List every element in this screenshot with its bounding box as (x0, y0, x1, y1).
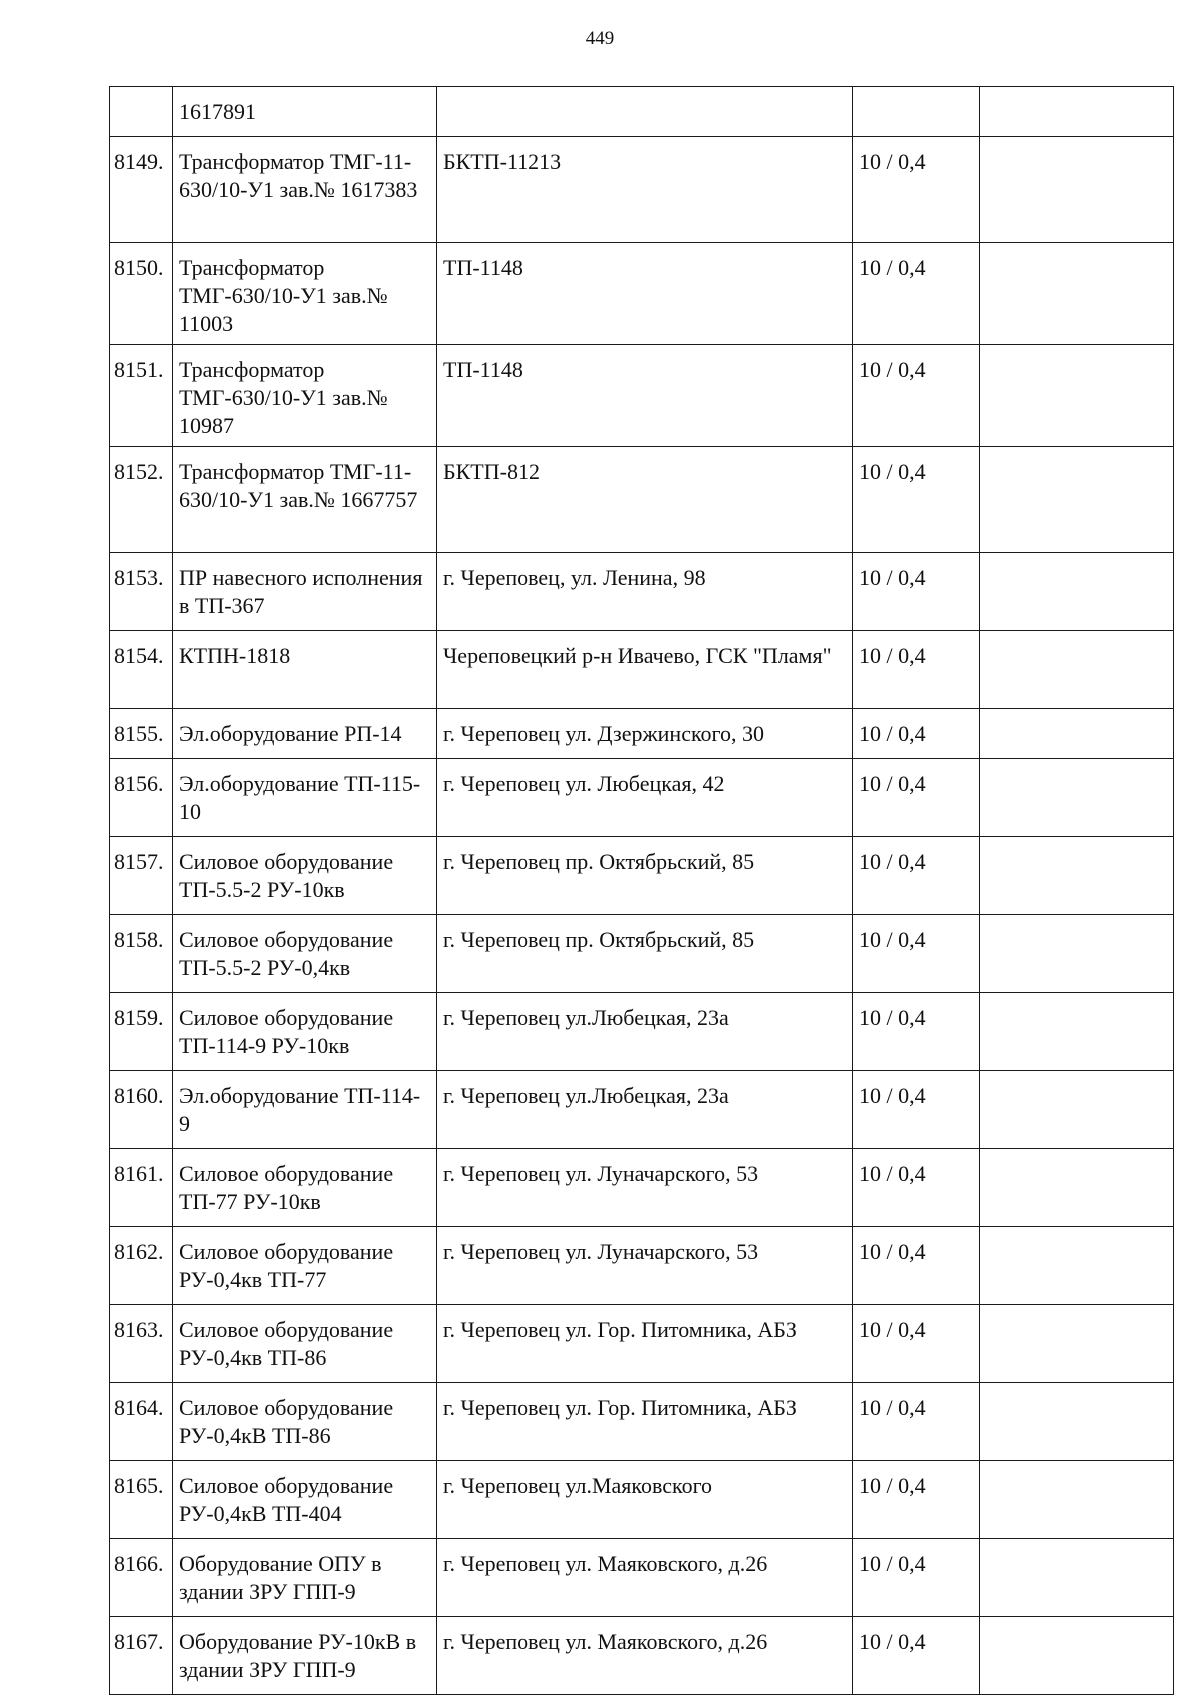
row-number-cell (110, 87, 173, 137)
equipment-name-cell: Трансформатор ТМГ-630/10-У1 зав.№ 11003 (173, 243, 437, 345)
location-cell (437, 87, 853, 137)
equipment-table (109, 86, 1174, 1695)
row-number-cell: 8161. (110, 1149, 173, 1227)
table-row (110, 759, 1174, 837)
table-row (110, 1227, 1174, 1305)
equipment-name-cell: Силовое оборудование ТП-5.5-2 РУ-10кв (173, 837, 437, 915)
voltage-cell: 10 / 0,4 (853, 1227, 980, 1305)
row-number-cell: 8160. (110, 1071, 173, 1149)
voltage-cell: 10 / 0,4 (853, 709, 980, 759)
voltage-cell: 10 / 0,4 (853, 1383, 980, 1461)
equipment-name-cell: Эл.оборудование ТП-114-9 (173, 1071, 437, 1149)
extra-cell (980, 759, 1174, 837)
equipment-name-cell: Трансформатор ТМГ-11-630/10-У1 зав.№ 1667757 (173, 447, 437, 553)
voltage-cell: 10 / 0,4 (853, 993, 980, 1071)
location-cell: г. Череповец ул. Гор. Питомника, АБЗ (437, 1383, 853, 1461)
voltage-cell: 10 / 0,4 (853, 915, 980, 993)
voltage-cell: 10 / 0,4 (853, 553, 980, 631)
row-number-cell: 8154. (110, 631, 173, 709)
location-cell: г. Череповец, ул. Ленина, 98 (437, 553, 853, 631)
equipment-name-cell: КТПН-1818 (173, 631, 437, 709)
voltage-cell: 10 / 0,4 (853, 1149, 980, 1227)
table-row (110, 1071, 1174, 1149)
location-cell: БКТП-11213 (437, 137, 853, 243)
equipment-name-cell: Силовое оборудование РУ-0,4кВ ТП-86 (173, 1383, 437, 1461)
location-cell: г. Череповец пр. Октябрьский, 85 (437, 915, 853, 993)
location-cell: г. Череповец ул. Любецкая, 42 (437, 759, 853, 837)
row-number-cell: 8150. (110, 243, 173, 345)
voltage-cell (853, 87, 980, 137)
location-cell: г. Череповец ул. Дзержинского, 30 (437, 709, 853, 759)
extra-cell (980, 1617, 1174, 1695)
extra-cell (980, 631, 1174, 709)
extra-cell (980, 1071, 1174, 1149)
extra-cell (980, 1305, 1174, 1383)
location-cell: г. Череповец ул.Маяковского (437, 1461, 853, 1539)
voltage-cell: 10 / 0,4 (853, 759, 980, 837)
voltage-cell: 10 / 0,4 (853, 837, 980, 915)
location-cell: г. Череповец ул.Любецкая, 23а (437, 1071, 853, 1149)
voltage-cell: 10 / 0,4 (853, 243, 980, 345)
table-row (110, 1617, 1174, 1695)
location-cell: г. Череповец ул. Маяковского, д.26 (437, 1539, 853, 1617)
extra-cell (980, 553, 1174, 631)
location-cell: г. Череповец ул. Луначарского, 53 (437, 1149, 853, 1227)
row-number-cell: 8167. (110, 1617, 173, 1695)
table-row (110, 553, 1174, 631)
row-number-cell: 8153. (110, 553, 173, 631)
table-row (110, 137, 1174, 243)
voltage-cell: 10 / 0,4 (853, 447, 980, 553)
location-cell: г. Череповец пр. Октябрьский, 85 (437, 837, 853, 915)
location-cell: ТП-1148 (437, 345, 853, 447)
equipment-table-body (110, 87, 1174, 1695)
equipment-name-cell: Силовое оборудование ТП-77 РУ-10кв (173, 1149, 437, 1227)
row-number-cell: 8162. (110, 1227, 173, 1305)
extra-cell (980, 87, 1174, 137)
table-row (110, 243, 1174, 345)
table-row (110, 709, 1174, 759)
extra-cell (980, 915, 1174, 993)
table-row (110, 87, 1174, 137)
extra-cell (980, 137, 1174, 243)
row-number-cell: 8156. (110, 759, 173, 837)
extra-cell (980, 447, 1174, 553)
voltage-cell: 10 / 0,4 (853, 1617, 980, 1695)
extra-cell (980, 1383, 1174, 1461)
table-row (110, 1383, 1174, 1461)
location-cell: г. Череповец ул. Луначарского, 53 (437, 1227, 853, 1305)
voltage-cell: 10 / 0,4 (853, 137, 980, 243)
equipment-name-cell: Эл.оборудование ТП-115-10 (173, 759, 437, 837)
equipment-name-cell: Эл.оборудование РП-14 (173, 709, 437, 759)
equipment-name-cell: Оборудование РУ-10кВ в здании ЗРУ ГПП-9 (173, 1617, 437, 1695)
table-row (110, 345, 1174, 447)
voltage-cell: 10 / 0,4 (853, 1539, 980, 1617)
equipment-name-cell: 1617891 (173, 87, 437, 137)
table-row (110, 1461, 1174, 1539)
table-row (110, 993, 1174, 1071)
location-cell: г. Череповец ул. Маяковского, д.26 (437, 1617, 853, 1695)
equipment-name-cell: Силовое оборудование РУ-0,4кВ ТП-404 (173, 1461, 437, 1539)
page-number: 449 (585, 28, 615, 49)
equipment-name-cell: Силовое оборудование РУ-0,4кв ТП-86 (173, 1305, 437, 1383)
extra-cell (980, 993, 1174, 1071)
table-row (110, 1539, 1174, 1617)
row-number-cell: 8158. (110, 915, 173, 993)
extra-cell (980, 1227, 1174, 1305)
extra-cell (980, 709, 1174, 759)
row-number-cell: 8157. (110, 837, 173, 915)
row-number-cell: 8165. (110, 1461, 173, 1539)
row-number-cell: 8151. (110, 345, 173, 447)
voltage-cell: 10 / 0,4 (853, 345, 980, 447)
extra-cell (980, 1461, 1174, 1539)
location-cell: БКТП-812 (437, 447, 853, 553)
row-number-cell: 8152. (110, 447, 173, 553)
extra-cell (980, 1539, 1174, 1617)
extra-cell (980, 837, 1174, 915)
row-number-cell: 8164. (110, 1383, 173, 1461)
table-row (110, 1149, 1174, 1227)
equipment-name-cell: Оборудование ОПУ в здании ЗРУ ГПП-9 (173, 1539, 437, 1617)
extra-cell (980, 345, 1174, 447)
row-number-cell: 8149. (110, 137, 173, 243)
voltage-cell: 10 / 0,4 (853, 1305, 980, 1383)
voltage-cell: 10 / 0,4 (853, 1461, 980, 1539)
table-row (110, 837, 1174, 915)
location-cell: г. Череповец ул. Гор. Питомника, АБЗ (437, 1305, 853, 1383)
equipment-name-cell: Силовое оборудование ТП-5.5-2 РУ-0,4кв (173, 915, 437, 993)
equipment-name-cell: Трансформатор ТМГ-630/10-У1 зав.№ 10987 (173, 345, 437, 447)
row-number-cell: 8163. (110, 1305, 173, 1383)
voltage-cell: 10 / 0,4 (853, 631, 980, 709)
equipment-name-cell: ПР навесного исполнения в ТП-367 (173, 553, 437, 631)
location-cell: Череповецкий р-н Ивачево, ГСК "Пламя" (437, 631, 853, 709)
row-number-cell: 8166. (110, 1539, 173, 1617)
equipment-name-cell: Трансформатор ТМГ-11-630/10-У1 зав.№ 1617383 (173, 137, 437, 243)
voltage-cell: 10 / 0,4 (853, 1071, 980, 1149)
table-row (110, 447, 1174, 553)
table-row (110, 1305, 1174, 1383)
equipment-name-cell: Силовое оборудование ТП-114-9 РУ-10кв (173, 993, 437, 1071)
row-number-cell: 8155. (110, 709, 173, 759)
extra-cell (980, 1149, 1174, 1227)
extra-cell (980, 243, 1174, 345)
table-row (110, 915, 1174, 993)
location-cell: г. Череповец ул.Любецкая, 23а (437, 993, 853, 1071)
row-number-cell: 8159. (110, 993, 173, 1071)
table-row (110, 631, 1174, 709)
equipment-name-cell: Силовое оборудование РУ-0,4кв ТП-77 (173, 1227, 437, 1305)
location-cell: ТП-1148 (437, 243, 853, 345)
